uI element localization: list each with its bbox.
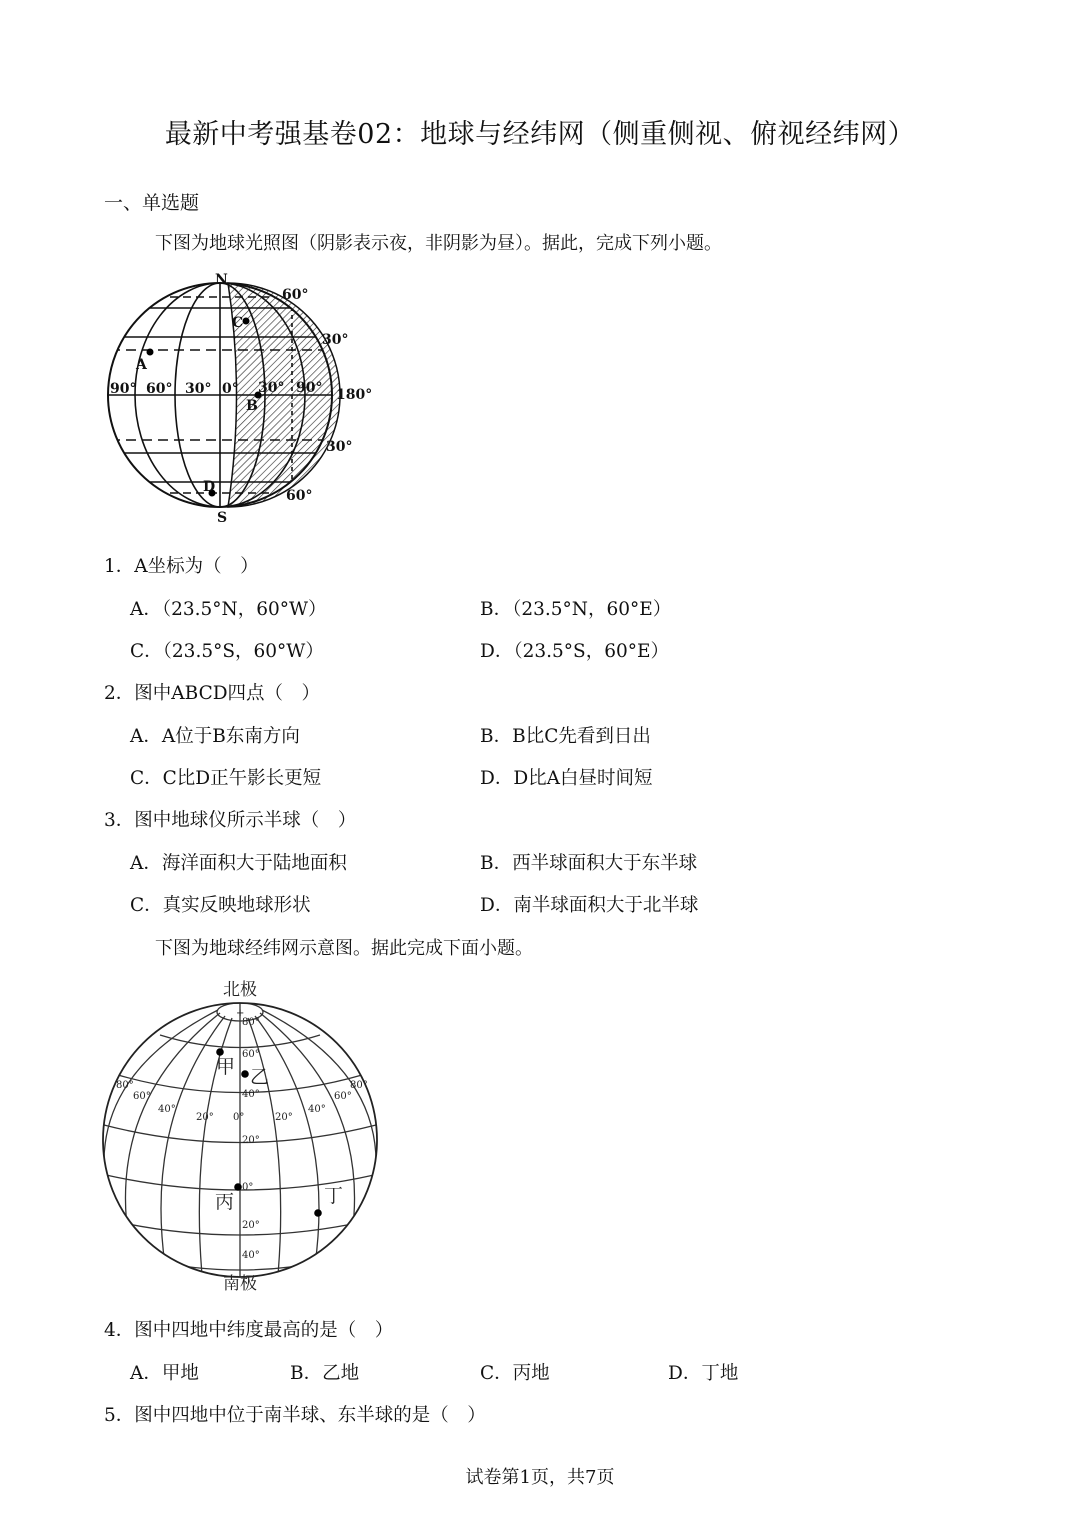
lon-label-left-60: 60° (133, 1091, 151, 1102)
point-jia-label: 甲 (216, 1056, 236, 1078)
point-c-label: C (232, 315, 244, 331)
lat-label-60: 60° (242, 1049, 260, 1060)
section-heading: 一、单选题 (104, 192, 200, 214)
point-yi-label: 乙 (250, 1066, 270, 1088)
page-footer: 试卷第1页，共7页 (465, 1467, 615, 1488)
question-1-option-a[interactable]: A．（23.5°N，60°W） (130, 599, 327, 620)
question-2-option-c[interactable]: C．C比D正午影长更短 (130, 768, 322, 789)
lon-label-right-60: 60° (334, 1091, 352, 1102)
question-1-option-c[interactable]: C．（23.5°S，60°W） (130, 641, 324, 662)
question-3-option-a[interactable]: A．海洋面积大于陆地面积 (130, 853, 347, 874)
lon-90e-label: 90° (296, 380, 323, 396)
lat-label-20n: 20° (242, 1135, 260, 1146)
graticule-globe-figure (98, 972, 383, 1297)
lon-0-label: 0° (222, 381, 239, 397)
question-2-option-d[interactable]: D．D比A白昼时间短 (480, 768, 653, 789)
north-pole-label: 北极 (223, 980, 257, 1000)
lat-30n-label: 30° (322, 332, 349, 348)
lon-label-left-20: 20° (196, 1112, 214, 1123)
north-label: N (215, 272, 228, 288)
question-2-stem: 2．图中ABCD四点（ ） (104, 683, 321, 704)
question-3-stem: 3．图中地球仪所示半球（ ） (104, 810, 357, 831)
question-4-option-c[interactable]: C．丙地 (480, 1363, 550, 1384)
lat-label-0: 0° (242, 1182, 254, 1193)
lat-60s-label: 60° (286, 488, 313, 504)
question-5-stem: 5．图中四地中位于南半球、东半球的是（ ） (104, 1405, 486, 1426)
earth-illumination-figure (100, 268, 380, 528)
point-a-label: A (136, 357, 147, 373)
pole-mark: + (236, 1008, 245, 1019)
question-4-stem: 4．图中四地中纬度最高的是（ ） (104, 1320, 394, 1341)
lon-label-center: 0° (233, 1112, 245, 1123)
question-2-option-b[interactable]: B．B比C先看到日出 (480, 726, 651, 747)
intro-text-2: 下图为地球经纬网示意图。据此完成下面小题。 (155, 938, 533, 959)
point-b-label: B (246, 398, 258, 414)
lon-90w-label: 90° (110, 381, 137, 397)
lat-30s-label: 30° (326, 439, 353, 455)
lon-label-right-80: 80° (350, 1080, 368, 1091)
lon-label-left-80: 80° (116, 1080, 134, 1091)
lat-label-80: 80° (242, 1017, 260, 1028)
question-1-option-b[interactable]: B．（23.5°N，60°E） (480, 599, 672, 620)
point-bing-label: 丙 (215, 1191, 235, 1213)
question-2-option-a[interactable]: A．A位于B东南方向 (130, 726, 300, 747)
lat-60n-label: 60° (282, 287, 309, 303)
question-3-option-c[interactable]: C．真实反映地球形状 (130, 895, 311, 916)
lon-30e-label: 30° (258, 380, 285, 396)
lat-label-40: 40° (242, 1089, 260, 1100)
lon-60w-label: 60° (146, 381, 173, 397)
page-title: 最新中考强基卷02：地球与经纬网（侧重侧视、俯视经纬网） (164, 119, 916, 150)
question-4-option-b[interactable]: B．乙地 (290, 1363, 360, 1384)
question-4-option-a[interactable]: A．甲地 (130, 1363, 199, 1384)
south-pole-label: 南极 (223, 1274, 257, 1294)
lat-label-20s: 20° (242, 1220, 260, 1231)
question-1-option-d[interactable]: D．（23.5°S，60°E） (480, 641, 669, 662)
intro-text-1: 下图为地球光照图（阴影表示夜，非阴影为昼）。据此，完成下列小题。 (155, 233, 722, 254)
lon-180-label: 180° (336, 387, 373, 403)
point-ding-label: 丁 (324, 1185, 344, 1207)
lon-30w-label: 30° (185, 381, 212, 397)
lon-label-right-20: 20° (275, 1112, 293, 1123)
question-1-stem: 1．A坐标为（ ） (104, 556, 259, 577)
south-label: S (217, 510, 228, 526)
question-4-option-d[interactable]: D．丁地 (668, 1363, 739, 1384)
question-3-option-d[interactable]: D．南半球面积大于北半球 (480, 895, 699, 916)
lon-label-right-40: 40° (308, 1104, 326, 1115)
question-3-option-b[interactable]: B．西半球面积大于东半球 (480, 853, 698, 874)
lon-label-left-40: 40° (158, 1104, 176, 1115)
lat-label-40s: 40° (242, 1250, 260, 1261)
point-d-label: D (203, 479, 216, 495)
